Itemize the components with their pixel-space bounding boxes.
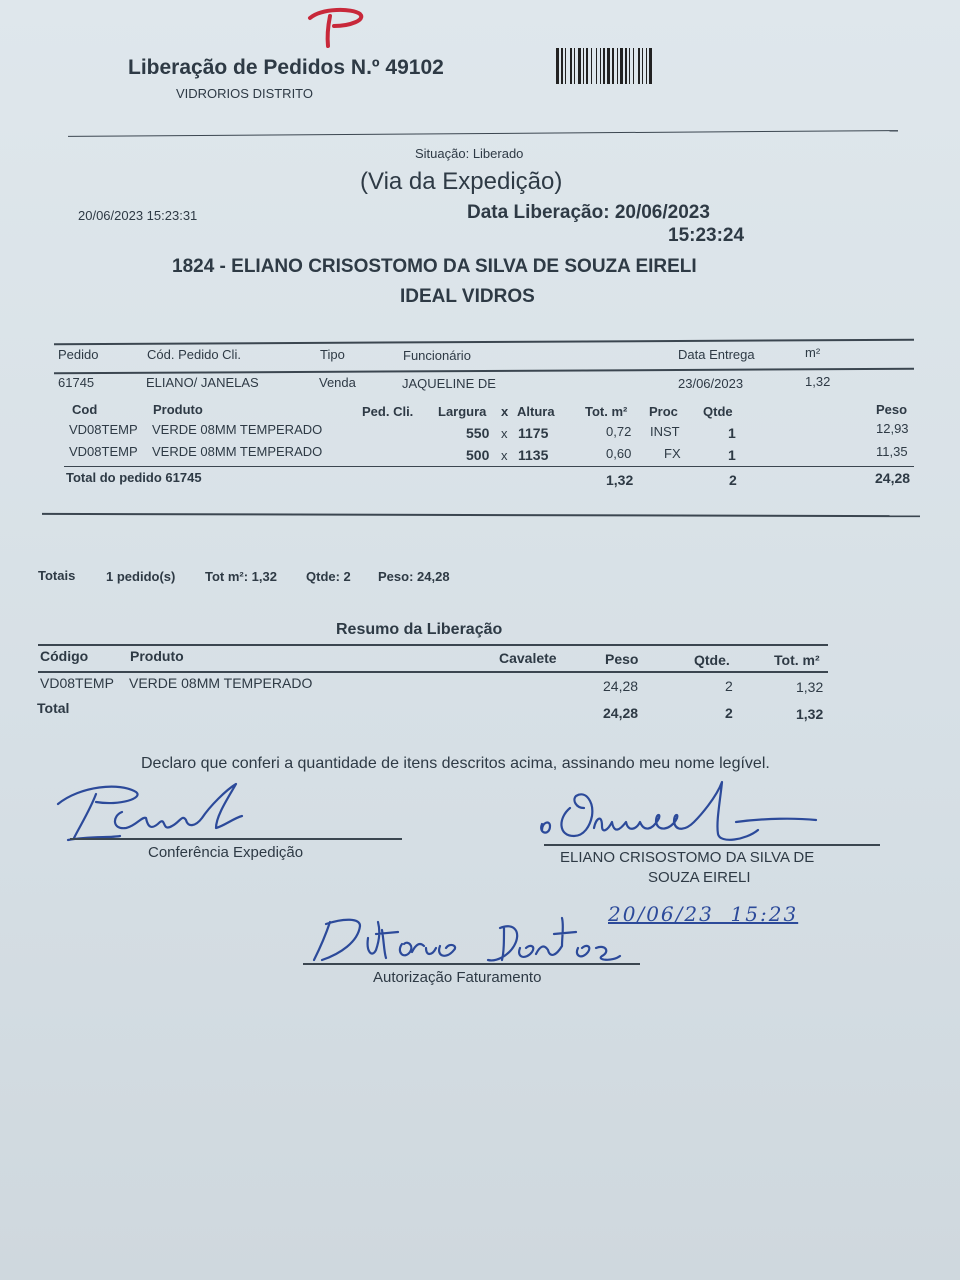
summary-produto: VERDE 08MM TEMPERADO [129, 675, 313, 691]
signature-conferencia-icon [50, 776, 270, 846]
item-largura: 500 [466, 447, 490, 463]
summary-codigo: VD08TEMP [40, 675, 114, 691]
item-qtde: 1 [728, 447, 736, 463]
item-produto: VERDE 08MM TEMPERADO [152, 444, 323, 459]
summary-tot-m2: 1,32 [796, 679, 824, 695]
via-label: (Via da Expedição) [360, 168, 563, 195]
summary-total-label: Total [37, 700, 70, 716]
item-header-altura: Altura [517, 404, 555, 419]
item-header-ped-cli: Ped. Cli. [362, 404, 414, 419]
handwritten-date: 20/06/23 15:23 [608, 902, 799, 926]
item-header-tot-m2: Tot. m² [585, 404, 628, 419]
totals-label: Totais [38, 568, 76, 583]
summary-total-peso: 24,28 [603, 705, 639, 721]
summary-header-tot-m2: Tot. m² [774, 652, 820, 668]
order-total-label: Total do pedido 61745 [66, 470, 202, 485]
signature-label-conferencia: Conferência Expedição [148, 844, 304, 861]
summary-header-codigo: Código [40, 648, 89, 664]
col-header-funcionario: Funcionário [403, 348, 471, 363]
status-label: Situação: Liberado [415, 146, 524, 161]
totals-peso: Peso: 24,28 [378, 569, 450, 584]
order-type: Venda [319, 375, 356, 390]
order-delivery-date: 23/06/2023 [678, 376, 744, 391]
item-peso: 12,93 [876, 421, 909, 436]
item-largura: 550 [466, 425, 490, 441]
item-header-largura: Largura [438, 404, 487, 419]
item-proc: FX [664, 446, 681, 461]
order-total-qtde: 2 [729, 472, 737, 488]
summary-header-peso: Peso [605, 651, 639, 667]
item-x: x [501, 426, 508, 441]
order-number: 61745 [58, 375, 95, 390]
summary-total-m2: 1,32 [796, 706, 824, 722]
totals-qtde: Qtde: 2 [306, 569, 351, 584]
order-m2: 1,32 [805, 374, 831, 389]
red-mark-icon [300, 4, 370, 48]
item-proc: INST [650, 424, 680, 439]
store-name: IDEAL VIDROS [400, 286, 535, 307]
signature-label-client-line1: ELIANO CRISOSTOMO DA SILVA DE [560, 849, 815, 866]
client-name: 1824 - ELIANO CRISOSTOMO DA SILVA DE SOUZA EIRELI [172, 256, 697, 277]
summary-total-qtde: 2 [725, 705, 733, 721]
item-altura: 1135 [518, 447, 549, 463]
item-header-cod: Cod [72, 402, 98, 417]
col-header-pedido: Pedido [58, 347, 99, 362]
signature-label-autorizacao: Autorização Faturamento [373, 969, 542, 986]
item-header-proc: Proc [649, 404, 678, 419]
order-client-code: ELIANO/ JANELAS [146, 375, 259, 390]
signature-label-client-line2: SOUZA EIRELI [648, 869, 751, 886]
summary-qtde: 2 [725, 678, 733, 694]
release-time: 15:23:24 [668, 225, 745, 246]
item-tot-m2: 0,72 [606, 424, 632, 439]
item-header-x: x [501, 404, 509, 419]
col-header-data-entrega: Data Entrega [678, 347, 755, 362]
item-cod: VD08TEMP [69, 422, 138, 437]
item-header-produto: Produto [153, 402, 203, 417]
item-altura: 1175 [518, 425, 549, 441]
order-total-peso: 24,28 [875, 470, 911, 486]
col-header-tipo: Tipo [320, 347, 345, 362]
totals-m2: Tot m²: 1,32 [205, 569, 277, 584]
item-header-qtde: Qtde [703, 404, 733, 419]
summary-peso: 24,28 [603, 678, 639, 694]
summary-header-qtde: Qtde. [694, 652, 730, 668]
item-tot-m2: 0,60 [606, 446, 632, 461]
barcode-icon [556, 48, 704, 84]
totals-pedidos: 1 pedido(s) [106, 569, 176, 584]
summary-header-cavalete: Cavalete [499, 650, 557, 666]
summary-header-produto: Produto [130, 648, 184, 664]
declaration-text: Declaro que conferi a quantidade de itens descritos acima, assinando meu nome legível. [141, 755, 770, 772]
item-x: x [501, 448, 508, 463]
item-produto: VERDE 08MM TEMPERADO [152, 422, 323, 437]
item-cod: VD08TEMP [69, 444, 138, 459]
release-date: Data Liberação: 20/06/2023 [467, 202, 710, 223]
printed-timestamp: 20/06/2023 15:23:31 [78, 208, 198, 223]
col-header-m2: m² [805, 345, 821, 360]
company-name: VIDRORIOS DISTRITO [176, 86, 313, 101]
item-peso: 11,35 [876, 444, 908, 459]
document-title: Liberação de Pedidos N.º 49102 [128, 56, 444, 79]
signature-client-icon [536, 778, 826, 854]
order-employee: JAQUELINE DE [402, 376, 496, 391]
item-header-peso: Peso [876, 402, 908, 417]
item-qtde: 1 [728, 425, 736, 441]
summary-title: Resumo da Liberação [336, 621, 503, 638]
order-total-m2: 1,32 [606, 472, 634, 488]
col-header-cod-cli: Cód. Pedido Cli. [147, 347, 241, 362]
